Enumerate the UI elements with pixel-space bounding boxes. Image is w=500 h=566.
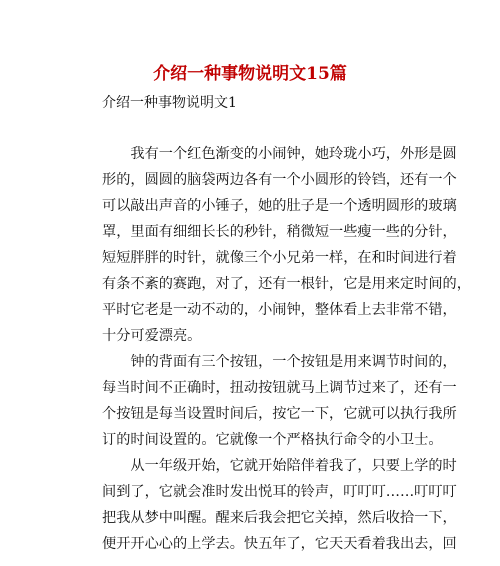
body-paragraph [102, 141, 471, 349]
body-paragraph [102, 349, 457, 453]
paragraph-line: 每当时间不正确时，扭动按钮就马上调节过来了，还有一 [102, 380, 457, 396]
paragraph-line: 短短胖胖的时针，就像三个小兄弟一样，在和时间进行着 [102, 250, 457, 266]
paragraph-line: 罩，里面有细细长长的秒针，稍微短一些瘦一些的分针， [102, 224, 457, 240]
paragraph-line: 十分可爱漂亮。 [102, 328, 202, 344]
paragraph-line: 平时它老是一动不动的，小闹钟，整体看上去非常不错， [102, 302, 457, 318]
paragraph-line: 把我从梦中叫醒。醒来后我会把它关掉，然后收拾一下， [102, 510, 457, 526]
body-paragraph [102, 453, 457, 557]
paragraph-line: 间到了，它就会准时发出悦耳的铃声，叮叮叮……叮叮叮 [102, 484, 457, 500]
paragraph-line: 订的时间设置的。它就像一个严格执行命令的小卫士。 [102, 432, 443, 448]
paragraph-line: 有条不紊的赛跑，对了，还有一根针，它是用来定时间的， [102, 276, 471, 292]
paragraph-line: 形的，圆圆的脑袋两边各有一个小圆形的铃铛，还有一个 [102, 172, 457, 188]
paragraph-line: 可以敲出声音的小锤子，她的肚子是一个透明圆形的玻璃 [102, 198, 457, 214]
paragraph-line: 从一年级开始，它就开始陪伴着我了，只要上学的时 [102, 458, 457, 474]
document-title: 介绍一种事物说明文15篇 [153, 64, 347, 84]
paragraph-line: 个按钮是每当设置时间后，按它一下，它就可以执行我所 [102, 406, 457, 422]
paragraph-line: 钟的背面有三个按钮，一个按钮是用来调节时间的， [102, 354, 457, 370]
paragraph-line: 便开开心心的上学去。快五年了，它天天看着我出去，回 [102, 536, 457, 552]
paragraph-line: 我有一个红色渐变的小闹钟，她玲珑小巧，外形是圆 [102, 146, 457, 162]
document-subtitle: 介绍一种事物说明文1 [102, 95, 237, 111]
document-body [102, 141, 471, 557]
